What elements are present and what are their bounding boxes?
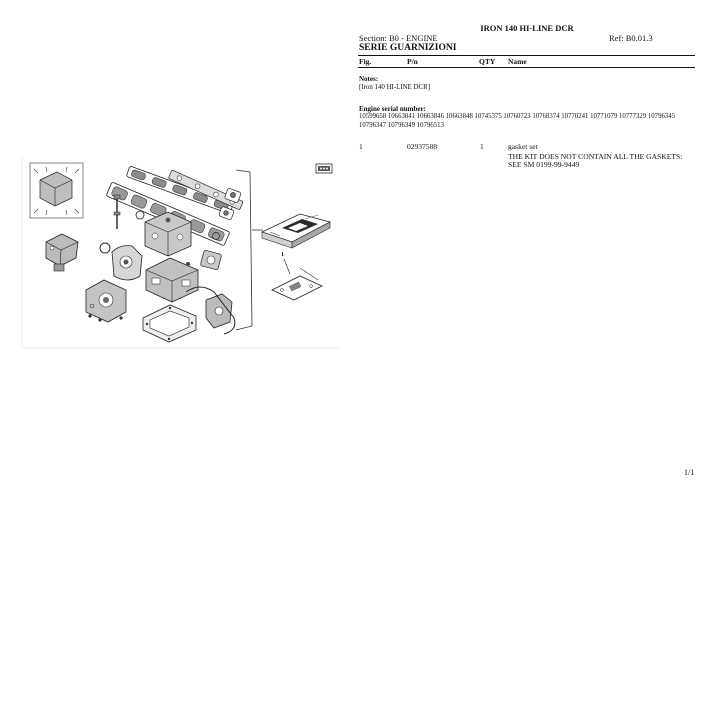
catalog-badge-icon xyxy=(316,164,332,173)
detail-inset xyxy=(30,163,83,218)
row-fig: 1 xyxy=(359,141,363,151)
notes-label: Notes: xyxy=(359,74,379,83)
reference-label: Ref: B0.01.3 xyxy=(609,32,653,43)
row-qty: 1 xyxy=(480,141,484,151)
timing-cover xyxy=(112,246,142,280)
page-number: 1/1 xyxy=(684,468,695,477)
o-ring xyxy=(136,211,144,219)
seal-ring xyxy=(100,243,110,253)
document-title: IRON 140 HI-LINE DCR xyxy=(480,23,574,33)
header-rule xyxy=(358,55,695,57)
section-label: Section: B0 - ENGINE xyxy=(359,32,438,43)
gasket-set-exploded-diagram xyxy=(0,0,350,360)
column-header-part-number: P/n xyxy=(407,56,418,66)
column-header-name: Name xyxy=(508,56,527,66)
gasket-sheet xyxy=(272,268,322,300)
row-remark: THE KIT DOES NOT CONTAIN ALL THE GASKETS: xyxy=(508,151,683,161)
cylinder-head xyxy=(145,212,191,256)
oil-pan-gasket xyxy=(143,305,196,342)
column-header-rule xyxy=(358,67,695,68)
oil-cooler xyxy=(46,234,78,271)
row-part-number: 02937588 xyxy=(407,141,437,151)
sheet-leader-line xyxy=(284,259,290,274)
notes-text: [Iron 140 HI-LINE DCR] xyxy=(359,83,430,91)
serial-number-line: 10599658 10663841 10663846 10663848 10745375 10760723 10768374 10770241 10771079 10777329 10796345 xyxy=(359,112,676,120)
figure-callout: 1 xyxy=(281,252,284,258)
serial-number-label: Engine serial number: xyxy=(359,104,426,113)
column-header-qty: QTY xyxy=(479,56,496,66)
serial-number-line: 10796347 10796349 10796513 xyxy=(359,121,444,129)
row-remark: SEE SM 0199-99-9449 xyxy=(508,159,580,169)
group-title: SERIE GUARNIZIONI xyxy=(359,43,457,53)
row-name: gasket set xyxy=(508,141,538,151)
gasket-kit-package xyxy=(262,214,330,248)
engine-block-section xyxy=(146,258,198,302)
front-housing xyxy=(86,280,126,322)
column-header-fig: Fig. xyxy=(359,56,372,66)
